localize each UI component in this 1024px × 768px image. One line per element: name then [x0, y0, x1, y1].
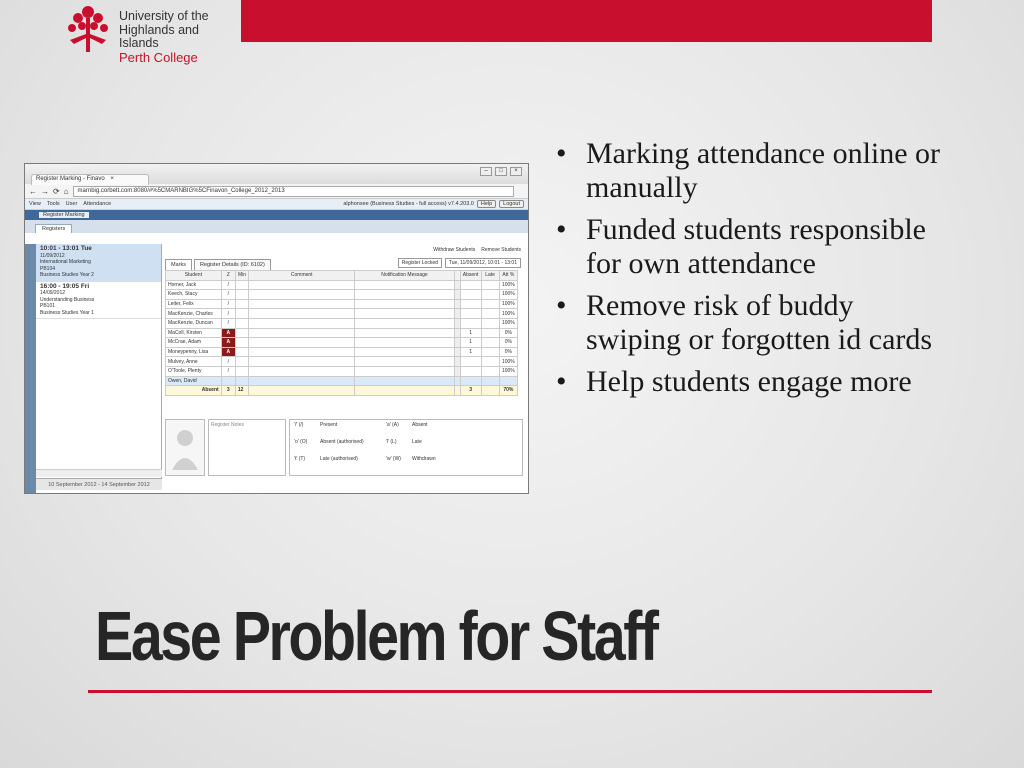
minimize-icon[interactable]: – — [480, 167, 492, 176]
marks-tab-bar — [165, 256, 525, 270]
student-name: Keech, Stacy — [166, 290, 222, 300]
late-count — [481, 280, 499, 290]
student-name: Horner, Jack — [166, 280, 222, 290]
forward-icon[interactable]: → — [41, 186, 49, 196]
att-percent: 100% — [499, 280, 517, 290]
mark-cell[interactable]: / — [221, 357, 235, 367]
summary-absent: 3 — [460, 386, 481, 396]
reload-icon[interactable]: ⟳ — [53, 186, 60, 196]
student-name: Owen, David — [166, 376, 222, 386]
lesson-group: Business Studies Year 2 — [40, 272, 94, 278]
url-bar[interactable]: marnbig.corbett.com:8080/#%5CMARNBIG%5CFinavon_College_2012_2013 — [73, 186, 514, 197]
lesson-date: 14/09/2012 — [40, 290, 66, 296]
withdraw-students-button[interactable]: Withdraw Students — [433, 247, 476, 253]
notification-cell — [355, 280, 454, 290]
lesson-item[interactable] — [36, 244, 161, 282]
student-name: Moneypenny, Lisa — [166, 347, 222, 357]
summary-row — [166, 386, 518, 396]
late-count — [481, 299, 499, 309]
home-icon[interactable]: ⌂ — [63, 186, 69, 196]
absent-count — [460, 309, 481, 319]
browser-titlebar — [25, 164, 528, 184]
absent-count — [460, 376, 481, 386]
legend-code: 'l' (L) — [386, 439, 397, 445]
logout-button[interactable]: Logout — [499, 200, 524, 208]
logo-line-2: Highlands and Islands — [119, 22, 199, 50]
min-cell — [235, 280, 248, 290]
legend-code: 'a' (A) — [386, 422, 399, 428]
table-row[interactable] — [166, 338, 518, 348]
table-row[interactable] — [166, 299, 518, 309]
mark-cell[interactable]: A — [221, 328, 235, 338]
comment-cell[interactable] — [249, 366, 355, 376]
header-absent[interactable]: Absent — [460, 271, 481, 281]
student-name: O'Toole, Plenty — [166, 366, 222, 376]
summary-empty — [355, 386, 454, 396]
bullet-item: • Remove risk of buddy swiping or forgotten id cards — [556, 289, 946, 357]
tab-marks[interactable]: Marks — [165, 259, 192, 270]
table-row[interactable] — [166, 347, 518, 357]
mark-legend — [289, 419, 523, 476]
lesson-code: PB101 — [40, 303, 56, 309]
university-logo — [60, 0, 241, 65]
logo-line-1: University of the — [119, 9, 209, 23]
comment-cell[interactable] — [249, 299, 355, 309]
address-row — [25, 184, 528, 199]
header-red-band — [241, 0, 932, 42]
table-row[interactable] — [166, 328, 518, 338]
legend-meaning: Present — [320, 422, 338, 428]
legend-code: 'o' (O) — [294, 439, 308, 445]
close-icon[interactable]: × — [510, 167, 522, 176]
att-percent: 100% — [499, 366, 517, 376]
notification-cell — [355, 366, 454, 376]
mark-cell[interactable]: / — [221, 366, 235, 376]
slide-title: Ease Problem for Staff — [95, 597, 657, 675]
back-icon[interactable]: ← — [29, 186, 37, 196]
marks-table-body — [166, 280, 518, 395]
absent-count — [460, 280, 481, 290]
header-mark[interactable]: Z — [221, 271, 235, 281]
header-student[interactable]: Student — [166, 271, 222, 281]
min-cell — [235, 328, 248, 338]
mark-cell[interactable] — [221, 376, 235, 386]
table-row[interactable] — [166, 376, 518, 386]
legend-code: '/' (/) — [294, 422, 304, 428]
att-percent: 0% — [499, 328, 517, 338]
notification-cell — [355, 357, 454, 367]
att-percent: 100% — [499, 290, 517, 300]
bullet-item: • Help students engage more — [556, 365, 946, 399]
late-count — [481, 338, 499, 348]
absent-count: 1 — [460, 328, 481, 338]
mark-cell[interactable]: / — [221, 309, 235, 319]
summary-att: 70% — [499, 386, 517, 396]
legend-code: 'w' (W) — [386, 456, 401, 462]
comment-cell[interactable] — [249, 290, 355, 300]
notification-cell — [355, 347, 454, 357]
user-info: alphonsee (Business Studies - full access) v7.4.203.0 — [343, 201, 474, 207]
table-row[interactable] — [166, 366, 518, 376]
student-detail-panel — [165, 419, 523, 476]
menu-view[interactable]: View — [29, 201, 41, 207]
att-percent — [499, 376, 517, 386]
absent-count — [460, 357, 481, 367]
lesson-course: Understanding Business — [40, 296, 95, 303]
notification-cell — [355, 376, 454, 386]
late-count — [481, 357, 499, 367]
tab-registers[interactable]: Registers — [35, 224, 72, 233]
student-photo — [165, 419, 205, 476]
table-row[interactable] — [166, 357, 518, 367]
browser-tab[interactable] — [31, 174, 149, 185]
tab-close-icon[interactable]: × — [110, 176, 114, 182]
remove-students-button[interactable]: Remove Students — [481, 247, 521, 253]
table-row[interactable] — [166, 280, 518, 290]
min-cell — [235, 318, 248, 328]
min-cell — [235, 376, 248, 386]
user-area — [343, 200, 524, 208]
notification-cell — [355, 318, 454, 328]
min-cell — [235, 309, 248, 319]
mark-cell[interactable]: / — [221, 290, 235, 300]
comment-cell[interactable] — [249, 347, 355, 357]
att-percent: 100% — [499, 299, 517, 309]
student-name: MacKenzie, Duncan — [166, 318, 222, 328]
lesson-scrollbar[interactable] — [36, 469, 162, 477]
thistle-logo-icon — [60, 0, 116, 56]
summary-late — [481, 386, 499, 396]
notification-cell — [355, 299, 454, 309]
tab-register-details[interactable]: Register Details (ID: 6102) — [194, 259, 271, 270]
table-header-row — [166, 271, 518, 281]
min-cell — [235, 347, 248, 357]
lesson-course: International Marketing — [40, 259, 91, 265]
bullet-item: • Marking attendance online or manually — [556, 137, 946, 205]
student-name: Leiter, Felix — [166, 299, 222, 309]
logo-text — [119, 10, 241, 64]
register-marking-screenshot — [24, 163, 529, 494]
mark-cell[interactable]: A — [221, 338, 235, 348]
comment-cell[interactable] — [249, 357, 355, 367]
legend-code: 't' (T) — [294, 456, 306, 462]
header-min[interactable]: Min — [235, 271, 248, 281]
comment-cell[interactable] — [249, 280, 355, 290]
marks-table — [165, 270, 518, 396]
menu-user[interactable]: User — [65, 201, 78, 207]
lesson-date: 11/09/2012 — [40, 252, 65, 259]
summary-empty — [249, 386, 355, 396]
lesson-group: Business Studies Year 1 — [40, 309, 94, 316]
logo-line-3: Perth College — [119, 49, 198, 65]
lesson-code: PB104 — [40, 265, 56, 272]
late-count — [481, 309, 499, 319]
late-count — [481, 290, 499, 300]
min-cell — [235, 299, 248, 309]
notification-cell — [355, 338, 454, 348]
register-notes[interactable]: Register Notes — [208, 419, 286, 476]
legend-meaning: Absent (authorised) — [320, 439, 364, 445]
notification-cell — [355, 328, 454, 338]
comment-cell[interactable] — [249, 338, 355, 348]
notification-cell — [355, 309, 454, 319]
register-locked-checkbox[interactable]: Register Locked — [398, 258, 442, 268]
mark-cell[interactable]: / — [221, 280, 235, 290]
sub-tab-bar — [25, 220, 528, 233]
app-menu-bar — [25, 199, 528, 210]
summary-total: 12 — [235, 386, 248, 396]
tab-register-marking[interactable]: Register Marking — [39, 212, 89, 218]
lesson-time: 16:00 - 19:05 Fri — [40, 282, 90, 290]
late-count — [481, 347, 499, 357]
lesson-list — [36, 244, 162, 485]
menu-tools[interactable]: Tools — [46, 201, 60, 207]
header-comment[interactable]: Comment — [249, 271, 355, 281]
register-toolbar — [165, 244, 525, 256]
att-percent: 0% — [499, 338, 517, 348]
browser-tab-title: Register Marking - Finavo — [36, 176, 105, 182]
student-name: MaColl, Kirsten — [166, 328, 222, 338]
header-late[interactable]: Late — [481, 271, 499, 281]
legend-meaning: Withdrawn — [412, 456, 436, 462]
header-notification[interactable]: Notification Message — [355, 271, 454, 281]
title-underline — [88, 690, 932, 693]
absent-count: 1 — [460, 347, 481, 357]
comment-cell[interactable] — [249, 328, 355, 338]
absent-count: 1 — [460, 338, 481, 348]
absent-count — [460, 318, 481, 328]
bullet-list — [556, 137, 946, 407]
table-row[interactable] — [166, 318, 518, 328]
avatar-silhouette-icon — [166, 420, 204, 475]
app-tab-bar — [25, 210, 528, 220]
student-name: MacKenzie, Charles — [166, 309, 222, 319]
lesson-time: 10:01 - 13:01 Tue — [40, 245, 92, 252]
comment-cell[interactable] — [249, 376, 355, 386]
window-controls — [480, 167, 522, 176]
att-percent: 100% — [499, 309, 517, 319]
lesson-item[interactable] — [36, 282, 161, 320]
date-range: 10 September 2012 - 14 September 2012 — [36, 478, 162, 490]
student-name: McCrae, Adam — [166, 338, 222, 348]
mark-cell[interactable]: A — [221, 347, 235, 357]
att-percent: 0% — [499, 347, 517, 357]
legend-meaning: Late (authorised) — [320, 456, 358, 462]
min-cell — [235, 357, 248, 367]
late-count — [481, 318, 499, 328]
late-count — [481, 328, 499, 338]
absent-count — [460, 366, 481, 376]
absent-count — [460, 299, 481, 309]
min-cell — [235, 338, 248, 348]
late-count — [481, 366, 499, 376]
notification-cell — [355, 290, 454, 300]
help-button[interactable]: Help — [477, 200, 496, 208]
student-name: Mulvey, Anne — [166, 357, 222, 367]
absent-count — [460, 290, 481, 300]
mark-cell[interactable]: / — [221, 318, 235, 328]
legend-meaning: Late — [412, 439, 422, 445]
att-percent: 100% — [499, 318, 517, 328]
late-count — [481, 376, 499, 386]
comment-cell[interactable] — [249, 318, 355, 328]
summary-count: 3 — [221, 386, 235, 396]
att-percent: 100% — [499, 357, 517, 367]
table-row[interactable] — [166, 290, 518, 300]
session-info — [398, 258, 521, 268]
comment-cell[interactable] — [249, 309, 355, 319]
min-cell — [235, 366, 248, 376]
mark-cell[interactable]: / — [221, 299, 235, 309]
header-att[interactable]: Att % — [499, 271, 517, 281]
session-time: Tue, 11/09/2012, 10:01 - 13:01 — [445, 258, 521, 268]
legend-meaning: Absent — [412, 422, 428, 428]
maximize-icon[interactable]: □ — [495, 167, 507, 176]
left-icon-strip — [25, 244, 36, 494]
summary-label: Absent — [166, 386, 222, 396]
min-cell — [235, 290, 248, 300]
table-row[interactable] — [166, 309, 518, 319]
menu-attendance[interactable]: Attendance — [83, 201, 112, 207]
bullet-item: • Funded students responsible for own attendance — [556, 213, 946, 281]
